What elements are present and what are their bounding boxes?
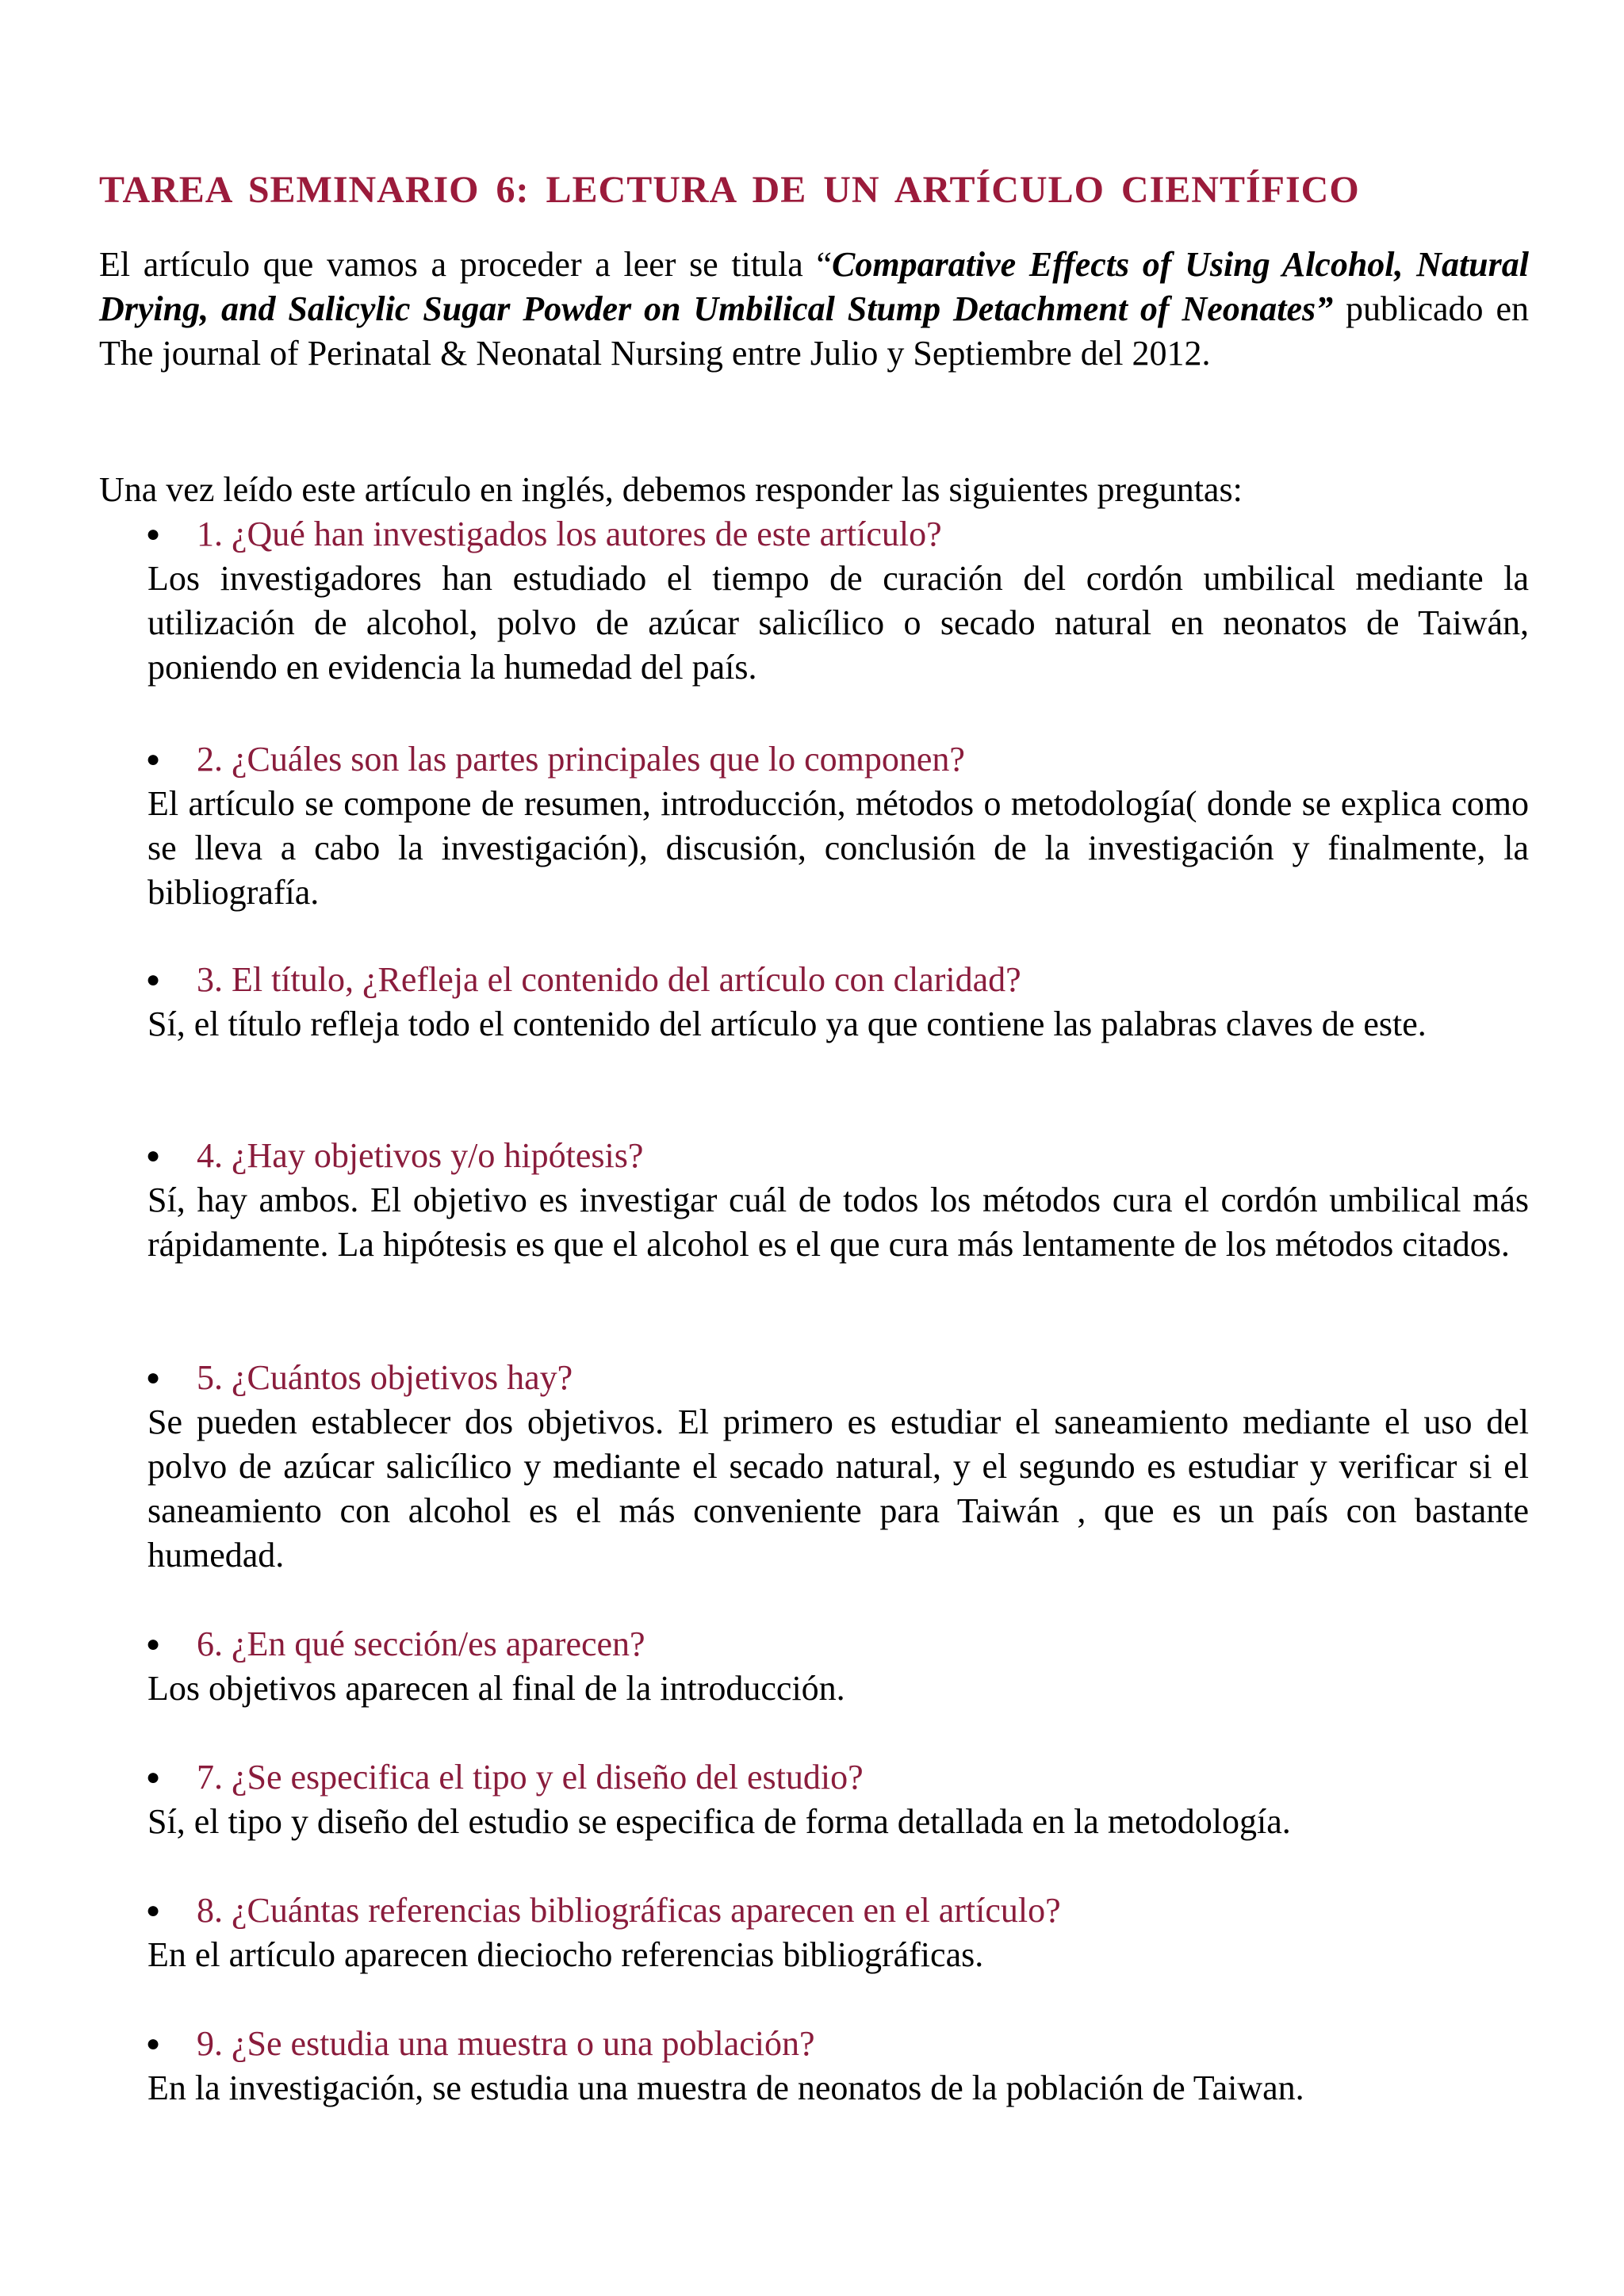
- bullet-icon: ●: [146, 1897, 161, 1923]
- question-2: [147, 737, 1529, 782]
- question-9: [147, 2022, 1529, 2066]
- question-4: [147, 1134, 1529, 1178]
- question-text: 4. ¿Hay objetivos y/o hipótesis?: [197, 1136, 644, 1175]
- bullet-icon: ●: [146, 2030, 161, 2057]
- question-text: 3. El título, ¿Refleja el contenido del artículo con claridad?: [197, 960, 1021, 999]
- bullet-icon: ●: [146, 1764, 161, 1790]
- qa-item-7: [147, 1755, 1529, 1844]
- question-6: [147, 1622, 1529, 1667]
- document-title: TAREA SEMINARIO 6: LECTURA DE UN ARTÍCULO CIENTÍFICO: [99, 169, 1360, 211]
- question-text: 2. ¿Cuáles son las partes principales que lo componen?: [197, 740, 965, 779]
- answer-9: En la investigación, se estudia una muestra de neonatos de la población de Taiwan.: [147, 2068, 1304, 2107]
- question-7: [147, 1755, 1529, 1800]
- qa-item-6: [147, 1622, 1529, 1711]
- answer-8: En el artículo aparecen dieciocho referencias bibliográficas.: [147, 1935, 984, 1974]
- question-3: [147, 958, 1529, 1002]
- qa-item-9: [147, 2022, 1529, 2110]
- qa-item-5: [147, 1356, 1529, 1578]
- intro-before: El artículo que vamos a proceder a leer se titula “: [99, 245, 832, 284]
- bullet-icon: ●: [146, 1631, 161, 1657]
- question-text: 8. ¿Cuántas referencias bibliográficas aparecen en el artículo?: [197, 1891, 1061, 1930]
- answer-4: Sí, hay ambos. El objetivo es investigar cuál de todos los métodos cura el cordón umbilical más rápidamente. La hipótesis es que el alcohol es el que cura más lentamente de los métodos citados.: [147, 1181, 1529, 1264]
- answer-5: Se pueden establecer dos objetivos. El primero es estudiar el saneamiento mediante el uso del polvo de azúcar salicílico y mediante el secado natural, y el segundo es estudiar y verificar si el saneamiento con alcohol es el más conveniente para Taiwán , que es un país con bastante humedad.: [147, 1402, 1529, 1575]
- qa-item-1: [147, 512, 1529, 690]
- question-5: [147, 1356, 1529, 1400]
- bullet-icon: ●: [146, 1364, 161, 1391]
- qa-item-2: [147, 737, 1529, 915]
- question-1: [147, 512, 1529, 557]
- answer-6: Los objetivos aparecen al final de la introducción.: [147, 1669, 845, 1708]
- intro-after: publicado en The journal of Perinatal & Neonatal Nursing entre Julio y Septiembre del 2012.: [99, 289, 1529, 373]
- question-text: 5. ¿Cuántos objetivos hay?: [197, 1358, 573, 1397]
- bullet-icon: ●: [146, 521, 161, 547]
- answer-3: Sí, el título refleja todo el contenido del artículo ya que contiene las palabras claves de este.: [147, 1004, 1427, 1043]
- bullet-icon: ●: [146, 1142, 161, 1169]
- questions-lead: Una vez leído este artículo en inglés, debemos responder las siguientes preguntas:: [99, 470, 1243, 509]
- qa-item-4: [147, 1134, 1529, 1267]
- article-title: Comparative Effects of Using Alcohol, Natural Drying, and Salicylic Sugar Powder on Umbilical Stump Detachment of Neonates”: [99, 245, 1529, 328]
- bullet-icon: ●: [146, 966, 161, 993]
- bullet-icon: ●: [146, 746, 161, 772]
- question-8: [147, 1888, 1529, 1933]
- answer-7: Sí, el tipo y diseño del estudio se especifica de forma detallada en la metodología.: [147, 1802, 1291, 1841]
- question-text: 1. ¿Qué han investigados los autores de este artículo?: [197, 515, 942, 553]
- qa-item-8: [147, 1888, 1529, 1977]
- answer-2: El artículo se compone de resumen, introducción, métodos o metodología( donde se explica como se lleva a cabo la investigación), discusión, conclusión de la investigación y finalmente, la bibliografía.: [147, 784, 1529, 912]
- qa-item-3: [147, 958, 1529, 1047]
- question-text: 6. ¿En qué sección/es aparecen?: [197, 1624, 645, 1663]
- answer-1: Los investigadores han estudiado el tiempo de curación del cordón umbilical mediante la utilización de alcohol, polvo de azúcar salicílico o secado natural en neonatos de Taiwán, poniendo en evidencia la humedad del país.: [147, 559, 1529, 687]
- question-text: 9. ¿Se estudia una muestra o una población?: [197, 2024, 815, 2063]
- intro-paragraph: [99, 243, 1529, 376]
- question-text: 7. ¿Se especifica el tipo y el diseño del estudio?: [197, 1758, 864, 1797]
